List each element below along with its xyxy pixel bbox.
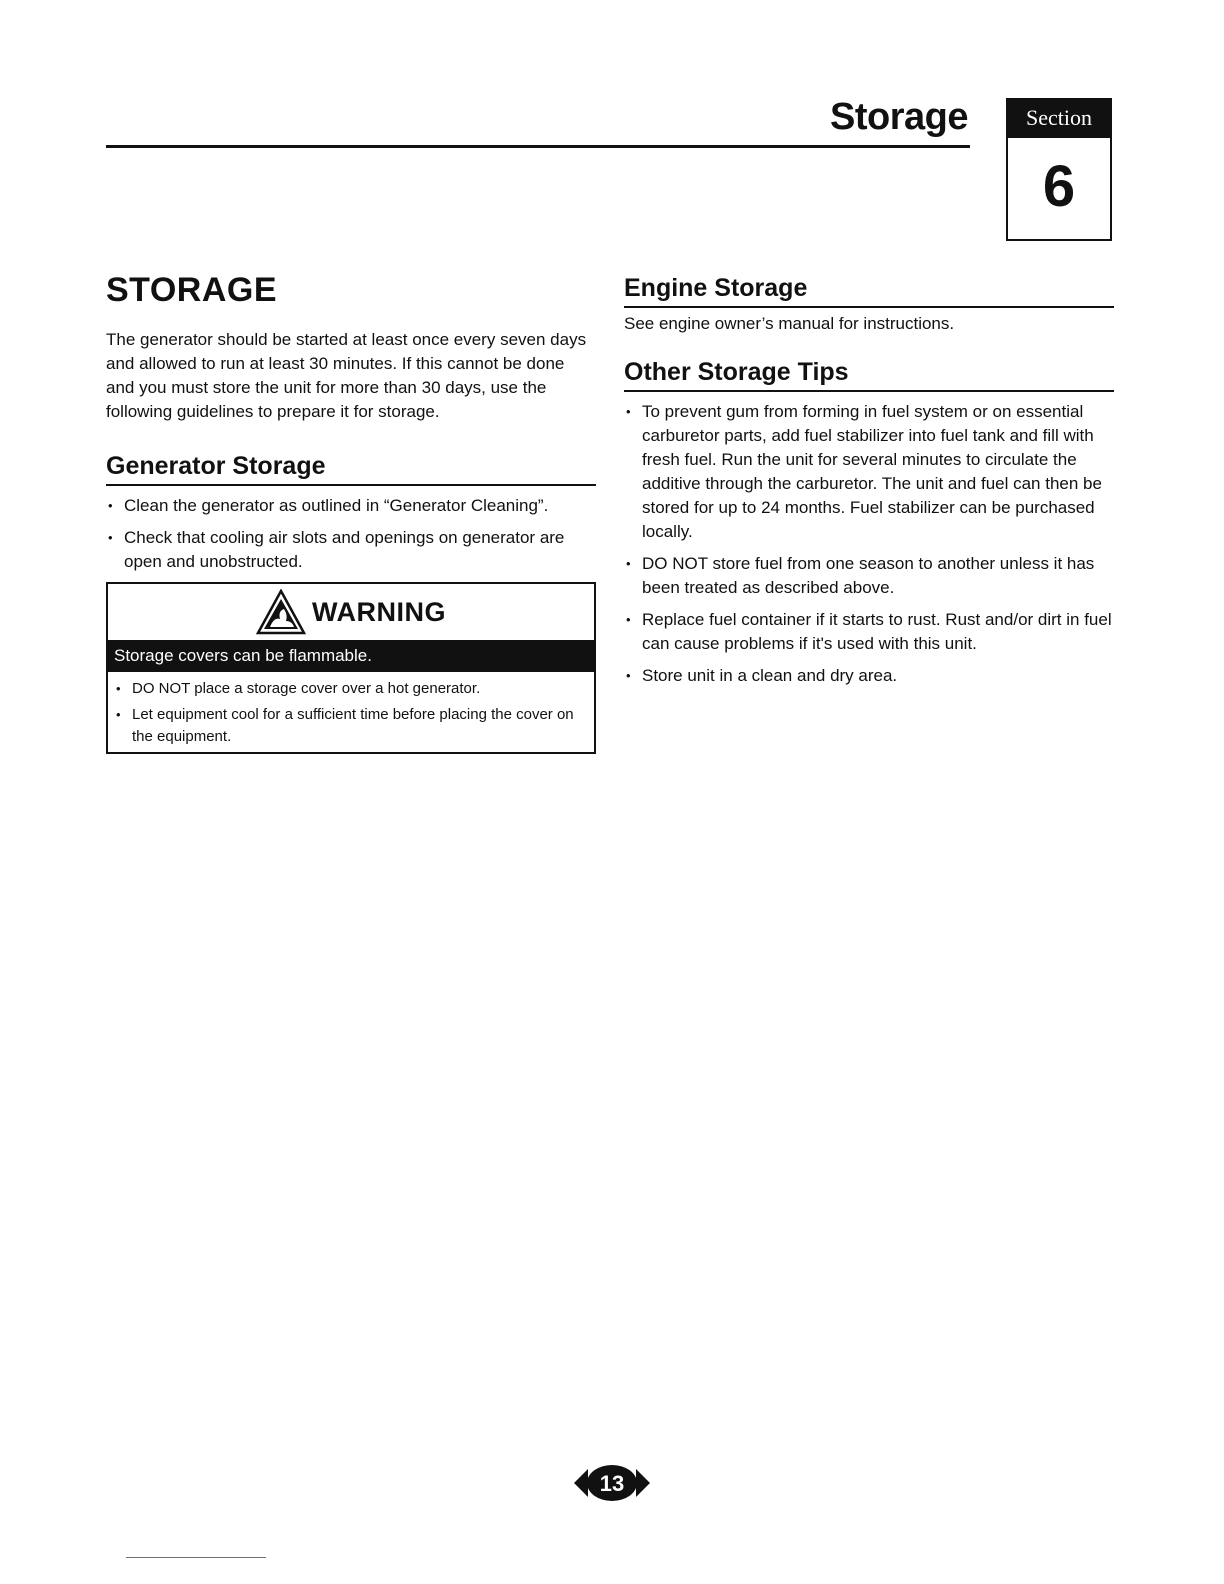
page-number-badge (574, 1463, 650, 1503)
warning-box (106, 582, 596, 754)
list-item: • Check that cooling air slots and openings on generator are open and unobstructed. (106, 526, 596, 574)
engine-storage-text: See engine owner’s manual for instructions. (624, 314, 955, 333)
warning-title-row (108, 584, 594, 640)
warning-list (108, 678, 594, 748)
footer-line (126, 1557, 266, 1558)
warning-title: WARNING (312, 596, 446, 627)
list-item: • Clean the generator as outlined in “Generator Cleaning”. (106, 494, 596, 518)
list-item: • Replace fuel container if it starts to rust. Rust and/or dirt in fuel can cause problems if it's used with this unit. (624, 608, 1114, 656)
list-item: • To prevent gum from forming in fuel system or on essential carburetor parts, add fuel stabilizer into fuel tank and fill with fresh fuel. Run the unit for several minutes to circulate the additive through the carburetor. The unit and fuel can then be stored for up to 24 months. Fuel stabilizer can be purchased locally. (624, 400, 1114, 544)
other-storage-tips-heading: Other Storage Tips (624, 356, 1114, 392)
header-rule (106, 145, 970, 148)
section-label: Section (1008, 100, 1110, 138)
page-number-shape (574, 1463, 650, 1503)
engine-storage-heading: Engine Storage (624, 272, 1114, 308)
warning-banner: Storage covers can be flammable. (108, 640, 594, 672)
page-header-title: Storage (830, 96, 968, 138)
section-number: 6 (1042, 154, 1076, 219)
section-badge (1006, 98, 1112, 241)
warning-triangle-icon (256, 589, 306, 635)
generator-storage-heading: Generator Storage (106, 450, 596, 486)
list-item: • Let equipment cool for a sufficient time before placing the cover on the equipment. (114, 704, 588, 748)
left-column (106, 268, 596, 754)
other-storage-tips-list (624, 400, 1114, 688)
list-item: • DO NOT store fuel from one season to another unless it has been treated as described above. (624, 552, 1114, 600)
page-number: 13 (599, 1471, 625, 1496)
generator-storage-list (106, 494, 596, 574)
right-column (624, 272, 1114, 696)
list-item: • DO NOT place a storage cover over a hot generator. (114, 678, 588, 700)
main-heading: STORAGE (106, 271, 278, 309)
intro-paragraph: The generator should be started at least once every seven days and allowed to run at least 30 minutes. If this cannot be done and you must store the unit for more than 30 days, use the following guidelines to prepare it for storage. (106, 330, 587, 421)
list-item: • Store unit in a clean and dry area. (624, 664, 1114, 688)
